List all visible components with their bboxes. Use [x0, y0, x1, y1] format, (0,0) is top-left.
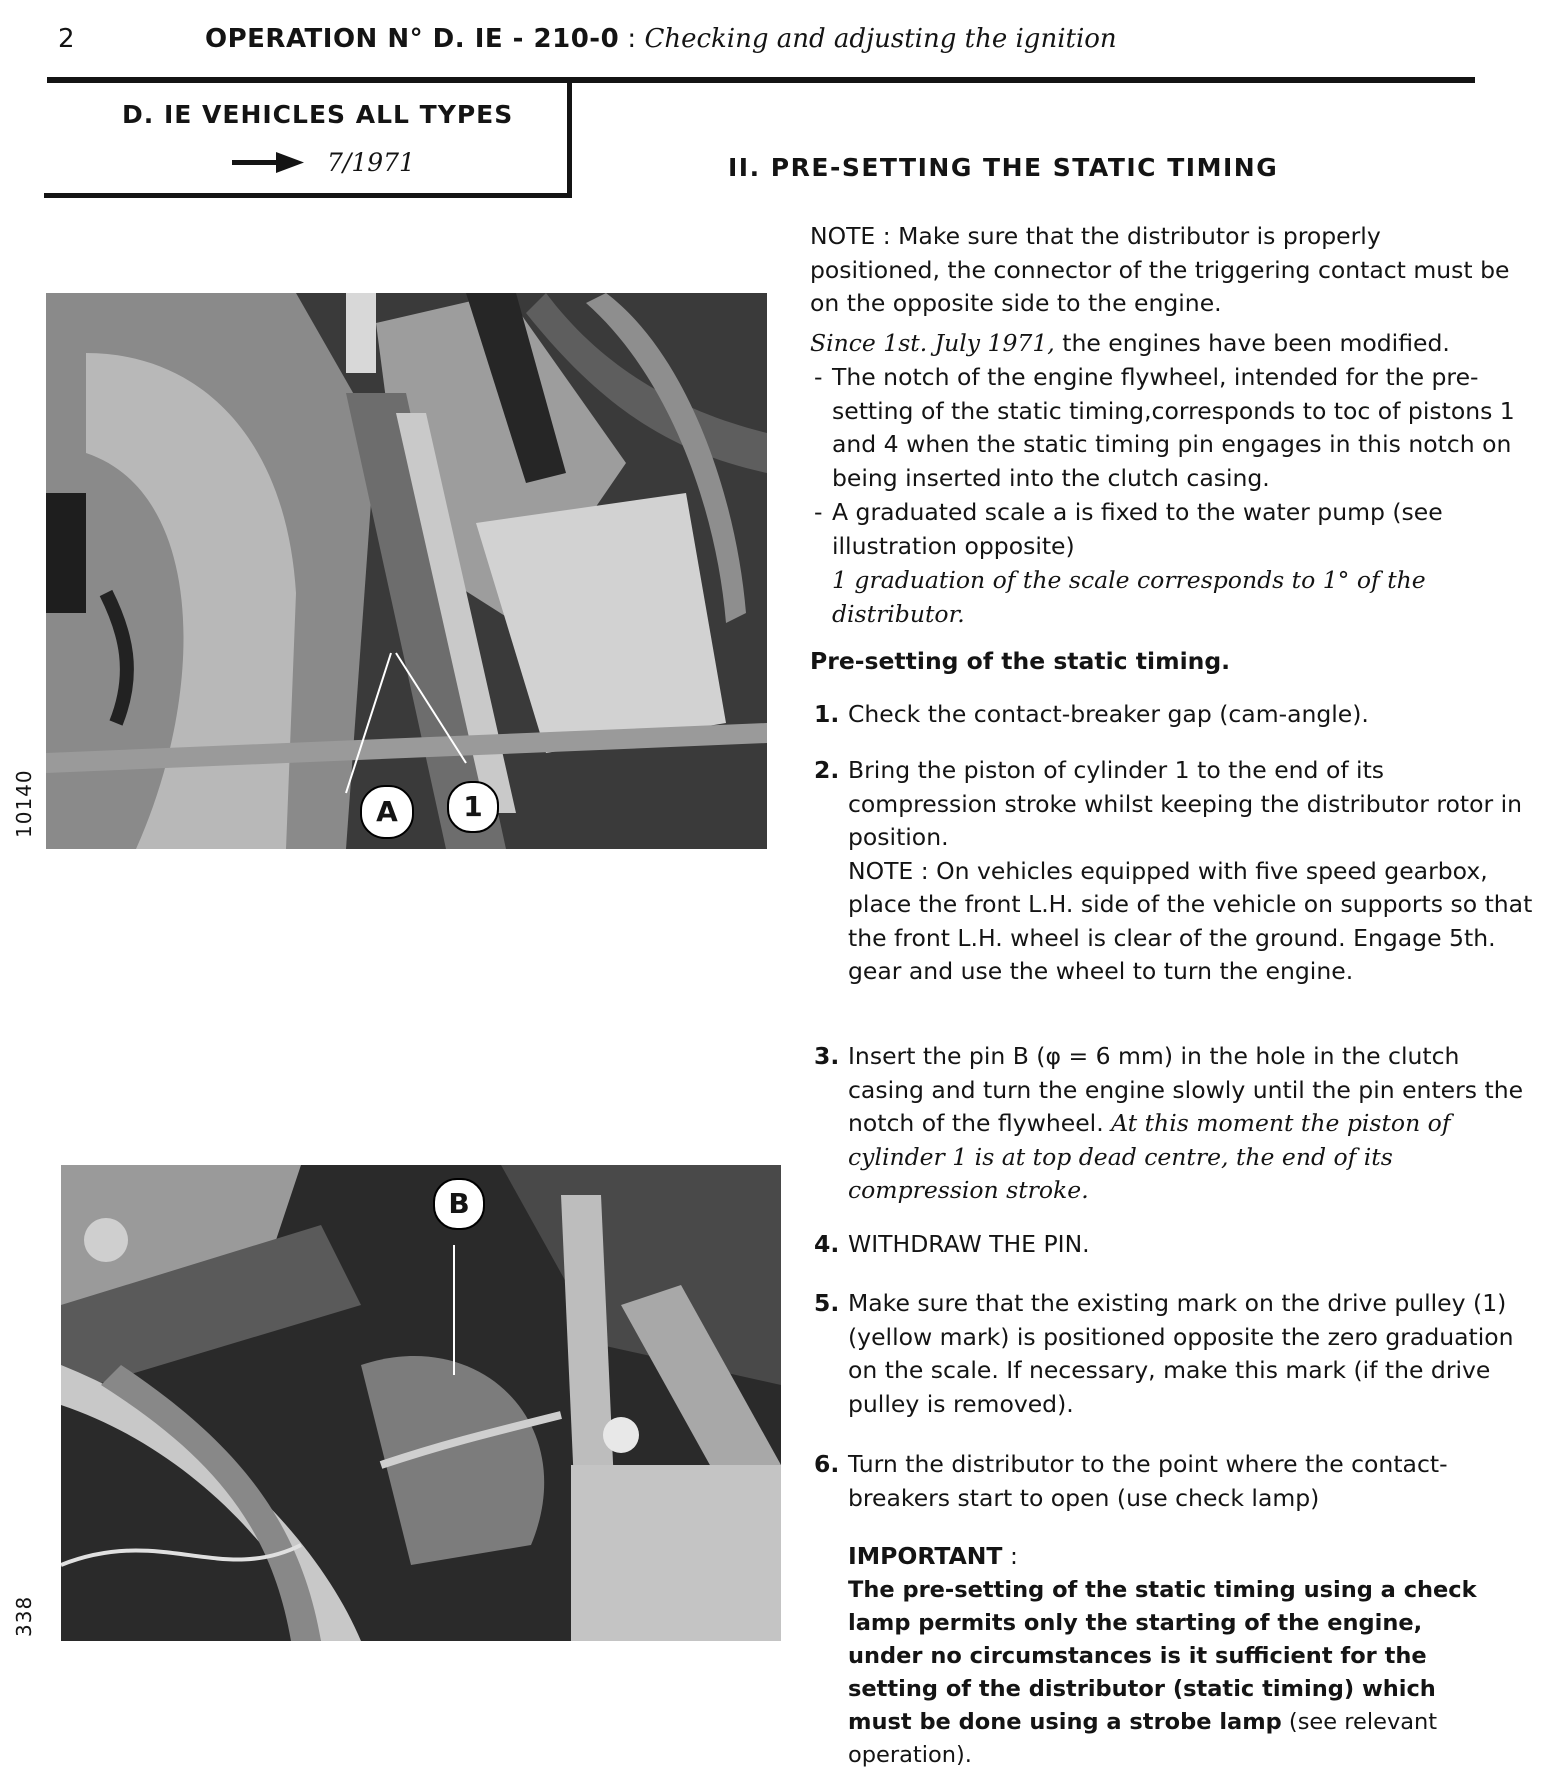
vehicle-box	[44, 80, 572, 198]
important-heading: IMPORTANT :	[848, 1542, 1018, 1570]
step-2-note: NOTE : On vehicles equipped with five speed gearbox, place the front L.H. side of the vehicle on supports so that the front L.H. wheel is clear of the ground. Engage 5th. gear and use the wheel to turn the engine.	[848, 856, 1533, 985]
important-text: The pre-setting of the static timing using a check lamp permits only the starting of the engine, under no circumstances is it sufficient for the setting of the distributor (static timing) which must be done using a strobe lamp (see relevant operation).	[848, 1577, 1477, 1768]
step-6: 6. Turn the distributor to the point where the contact-breakers start to open (use check lamp)	[814, 1450, 1448, 1512]
operation-title	[205, 24, 1117, 54]
figure-code-bottom: 338	[12, 1595, 36, 1637]
step-5: 5. Make sure that the existing mark on the drive pulley (1) (yellow mark) is positioned opposite the zero graduation on the scale. If necessary, make this mark (if the drive pulley is removed).	[814, 1289, 1514, 1418]
callout-1: 1	[447, 781, 499, 833]
step-4: 4. WITHDRAW THE PIN.	[814, 1230, 1090, 1258]
step-1: 1. Check the contact-breaker gap (cam-angle).	[814, 700, 1369, 728]
callout-a: A	[360, 785, 414, 839]
operation-subtitle: Checking and adjusting the ignition	[644, 24, 1117, 54]
title-separator: :	[619, 24, 645, 54]
intro-note: NOTE : Make sure that the distributor is properly positioned, the connector of the triggering contact must be on the opposite side to the engine.	[810, 222, 1510, 317]
modification-text: A graduated scale a is fixed to the water pump (see illustration opposite)	[832, 498, 1443, 560]
operation-label: OPERATION N° D. IE - 210-0	[205, 24, 620, 54]
engine-photo-top	[46, 293, 767, 849]
modification-item: - A graduated scale a is fixed to the water pump (see illustration opposite)	[814, 496, 1534, 563]
graduation-note: 1 graduation of the scale corresponds to 1° of the distributor.	[832, 566, 1426, 628]
since-line	[810, 327, 1530, 361]
engine-photo-bottom	[61, 1165, 781, 1641]
modification-text: The notch of the engine flywheel, intended for the pre-setting of the static timing,corresponds to toc of pistons 1 and 4 when the static timing pin engages in this notch on being inserted into the clutch casing.	[832, 363, 1515, 492]
vehicle-date: 7/1971	[327, 148, 415, 177]
since-lead: Since 1st. July 1971,	[810, 329, 1055, 357]
arrow-right-icon	[232, 150, 304, 174]
page-number: 2	[58, 24, 75, 54]
section-heading: II. PRE-SETTING THE STATIC TIMING	[728, 153, 1279, 182]
callout-b: B	[433, 1178, 485, 1230]
procedure-title: Pre-setting of the static timing.	[810, 647, 1231, 675]
modification-item: - The notch of the engine flywheel, intended for the pre-setting of the static timing,corresponds to toc of pistons 1 and 4 when the static timing pin engages in this notch on being inserted into the clutch casing.	[814, 361, 1534, 495]
step-3-italic: At this moment the piston of cylinder 1 is at top dead centre, the end of its compression stroke.	[848, 1109, 1451, 1204]
vehicle-title: D. IE VEHICLES ALL TYPES	[122, 100, 514, 129]
step-2: 2. Bring the piston of cylinder 1 to the end of its compression stroke whilst keeping the distributor rotor in position. NOTE : On vehicles equipped with five speed gearbox, place the front L.H. side of the vehicle on supports so that the front L.H. wheel is clear of the ground. Engage 5th. gear and use the wheel to turn the engine.	[814, 754, 1534, 989]
figure-code-top: 10140	[12, 769, 36, 838]
important-label: IMPORTANT	[848, 1542, 1003, 1570]
since-rest: the engines have been modified.	[1054, 329, 1450, 357]
step-3: 3. Insert the pin B (φ = 6 mm) in the hole in the clutch casing and turn the engine slowly until the pin enters the notch of the flywheel. At this moment the piston of cylinder 1 is at top dead centre, the end of its compression stroke.	[814, 1042, 1524, 1204]
